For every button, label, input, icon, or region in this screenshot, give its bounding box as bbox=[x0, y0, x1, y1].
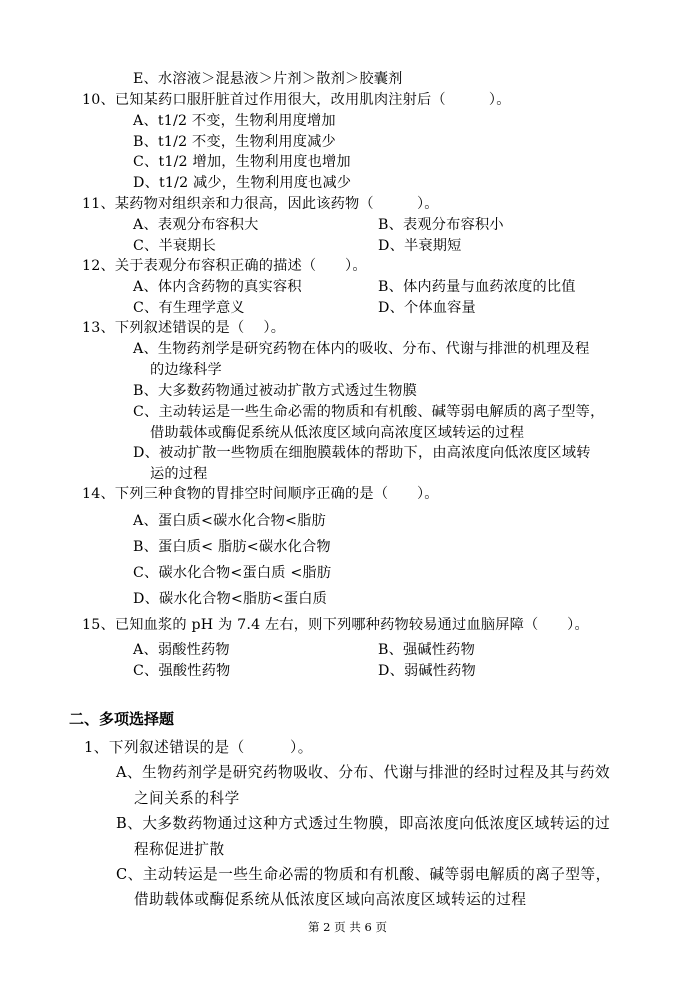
question-11-option-b: B、表观分布容积小 bbox=[378, 217, 504, 233]
multi-question-1-option-c-line1: C、主动转运是一些生命必需的物质和有机酸、碱等弱电解质的离子型等， bbox=[116, 866, 611, 883]
question-14-option-c: C、碳水化合物<蛋白质 <脂肪 bbox=[133, 565, 332, 581]
question-14-option-b: B、蛋白质< 脂肪<碳水化合物 bbox=[133, 539, 331, 555]
question-10-option-b: B、t1/2 不变，生物利用度减少 bbox=[133, 134, 336, 150]
question-14-option-d: D、碳水化合物<脂肪<蛋白质 bbox=[133, 591, 328, 607]
multi-question-1-option-a-line1: A、生物药剂学是研究药物吸收、分布、代谢与排泄的经时过程及其与药效 bbox=[116, 764, 611, 781]
multi-question-1-option-b-line2: 程称促进扩散 bbox=[134, 841, 225, 858]
question-13-option-d-line1: D、被动扩散一些物质在细胞膜载体的帮助下，由高浓度向低浓度区域转 bbox=[133, 445, 591, 461]
question-15-option-a: A、弱酸性药物 bbox=[133, 642, 230, 658]
question-11-option-d: D、半衰期短 bbox=[378, 238, 462, 254]
multi-question-1-option-b-line1: B、大多数药物通过这种方式透过生物膜，即高浓度向低浓度区域转运的过 bbox=[116, 815, 611, 832]
question-10-option-c: C、t1/2 增加，生物利用度也增加 bbox=[133, 154, 351, 170]
multi-question-1-option-c-line2: 借助载体或酶促系统从低浓度区域向高浓度区域转运的过程 bbox=[134, 891, 527, 908]
section-heading-multiple-choice: 二、多项选择题 bbox=[69, 710, 175, 728]
question-15-option-d: D、弱碱性药物 bbox=[378, 663, 476, 679]
page-footer: 第 2 页 共 6 页 bbox=[308, 920, 387, 934]
question-10-stem: 10、已知某药口服肝脏首过作用很大，改用肌肉注射后（ ）。 bbox=[82, 92, 511, 108]
question-12-option-b: B、体内药量与血药浓度的比值 bbox=[378, 279, 576, 295]
question-12-option-a: A、体内含药物的真实容积 bbox=[133, 279, 302, 295]
question-13-option-a-line2: 的边缘科学 bbox=[150, 362, 222, 378]
question-11-stem: 11、某药物对组织亲和力很高，因此该药物（ ）。 bbox=[82, 196, 439, 212]
question-13-option-c-line2: 借助载体或酶促系统从低浓度区域向高浓度区域转运的过程 bbox=[150, 425, 525, 441]
question-11-option-a: A、表观分布容积大 bbox=[133, 217, 259, 233]
question-12-option-d: D、个体血容量 bbox=[378, 300, 476, 316]
multi-question-1-stem: 1、下列叙述错误的是（ ）。 bbox=[84, 739, 313, 756]
question-15-option-b: B、强碱性药物 bbox=[378, 642, 475, 658]
question-13-option-b: B、大多数药物通过被动扩散方式透过生物膜 bbox=[133, 383, 417, 399]
question-13-option-c-line1: C、主动转运是一些生命必需的物质和有机酸、碱等弱电解质的离子型等， bbox=[133, 404, 605, 420]
question-10-option-a: A、t1/2 不变，生物利用度增加 bbox=[133, 113, 336, 129]
question-12-stem: 12、关于表观分布容积正确的描述（ ）。 bbox=[82, 258, 367, 274]
question-14-stem: 14、下列三种食物的胃排空时间顺序正确的是（ ）。 bbox=[82, 486, 439, 502]
question-11-option-c: C、半衰期长 bbox=[133, 238, 216, 254]
question-15-stem: 15、已知血浆的 pH 为 7.4 左右，则下列哪种药物较易通过血脑屏障（ ）。 bbox=[82, 617, 589, 633]
question-13-option-a-line1: A、生物药剂学是研究药物在体内的吸收、分布、代谢与排泄的机理及程 bbox=[133, 341, 590, 357]
question-13-stem: 13、下列叙述错误的是（ ）。 bbox=[82, 320, 286, 336]
question-12-option-c: C、有生理学意义 bbox=[133, 300, 245, 316]
question-10-option-d: D、t1/2 减少，生物利用度也减少 bbox=[133, 175, 352, 191]
question-15-option-c: C、强酸性药物 bbox=[133, 663, 231, 679]
q9-option-e: E、水溶液＞混悬液＞片剂＞散剂＞胶囊剂 bbox=[133, 71, 403, 87]
multi-question-1-option-a-line2: 之间关系的科学 bbox=[134, 790, 240, 807]
question-14-option-a: A、蛋白质<碳水化合物<脂肪 bbox=[133, 513, 326, 529]
question-13-option-d-line2: 运的过程 bbox=[150, 466, 208, 482]
